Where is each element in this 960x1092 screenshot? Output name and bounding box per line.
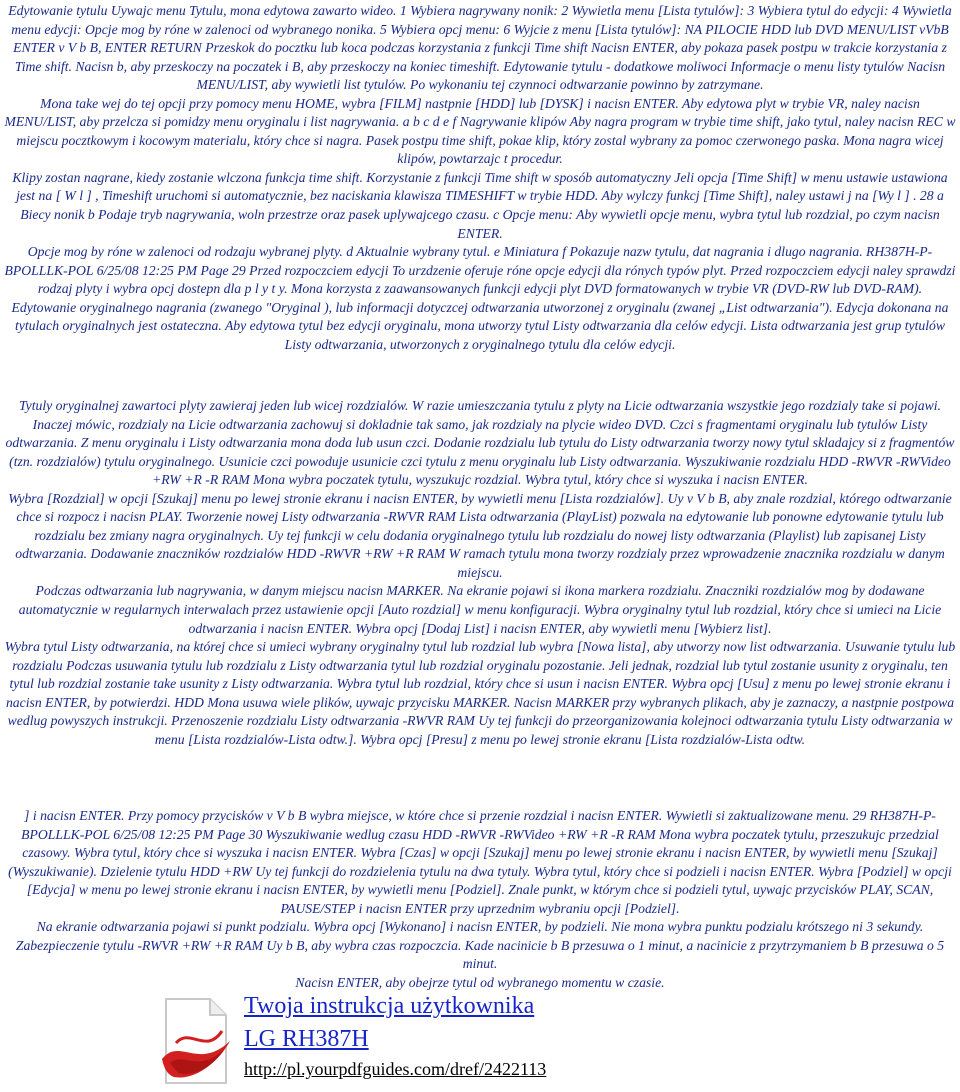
paragraph: Podczas odtwarzania lub nagrywania, w danym miejscu nacisn MARKER. Na ekranie pojawi si ikona markera rozdzialu. Znaczniki rozdzialów mog by dodawane automatycznie w regularnych interwalach przez ustawienie opcji [Auto rozdzial] w menu konfiguracji. Wybra oryginalny tytul lub rozdzial, który chce si umieci na Licie odtwarzania i nacisn ENTER. Wybra opcj [Dodaj List] i nacisn ENTER, aby wywietli menu [Wybierz list].	[18, 583, 942, 636]
pdf-file-icon	[160, 997, 232, 1085]
paragraph: Wybra tytul Listy odtwarzania, na której chce si umieci wybrany oryginalny tytul lub rozdzial lub wybra [Nowa lista], aby utworzy now list odtwarzania. Usuwanie tytulu lub rozdzialu Podczas usuwania tytulu lub rozdzialu z Listy odtwarzania tytul lub rozdzial oryginalu pozostanie. Jeli jednak, rozdzial lub tytul zostanie usunity z oryginalu, ten tytul lub rozdzial zostanie take usunity z Listy odtwarzania. Wybra tytul lub rozdzial, który chce si usun i nacisn ENTER. Wybra opcj [Usu] z menu po lewej stronie ekranu i nacisn ENTER, by potwierdzi. HDD Mona usuwa wiele plików, uywajc przycisku MARKER. Nacisn MARKER przy wybranych plikach, aby je zaznaczy, a nastpnie postpowa wedlug powyszych instrukcji. Przenoszenie rozdzialu Listy odtwarzania -RWVR RAM Uy tej funkcji do przeorganizowania kolejnoci odtwarzania tytulu Listy odtwarzania w menu [Lista rozdzialów-Lista odtw.]. Wybra opcj [Presu] z menu po lewej stronie ekranu [Lista rozdzialów-Lista odtw.	[4, 639, 956, 747]
paragraph: Na ekranie odtwarzania pojawi si punkt podzialu. Wybra opcj [Wykonano] i nacisn ENTER, by podzieli. Nie mona wybra punktu podzialu krótszego ni 3 sekundy. Zabezpieczenie tytulu -RWVR +RW +R RAM Uy b B, aby wybra czas rozpoczcia. Kade nacinicie b B przesuwa o 1 minut, a nacinicie z przytrzymaniem b B przesuwa o 5 minut.	[15, 919, 945, 972]
paragraph: Mona take wej do tej opcji przy pomocy menu HOME, wybra [FILM] nastpnie [HDD] lub [DYSK] i nacisn ENTER. Aby edytowa plyt w trybie VR, naley nacisn MENU/LIST, aby przelcza si pomidzy menu oryginalu i list nagrywania. a b c d e f Nagrywanie klipów Aby nagra program w trybie time shift, jako tytul, naley nacisn REC w miejscu pocztkowym i kocowym materialu, który chce si nagra. Pasek postpu time shift, pokae klip, który zostal wybrany za pomoc czerwonego paska. Mona nagra wicej klipów, powtarzajc t procedur.	[4, 95, 956, 167]
paragraph: Opcje mog by róne w zalenoci od rodzaju wybranej plyty. d Aktualnie wybrany tytul. e Miniatura f Pokazuje nazw tytulu, dat nagrania i dlugo nagrania. RH387H-P-BPOLLLK-POL 6/25/08 12:25 PM Page 29 Przed rozpoczciem edycji To urzdzenie oferuje róne opcje edycji dla rónych typów plyt. Przed rozpoczciem edycji naley sprawdzi rodzaj plyty i wybra opcj dostepn dla p l y t y. Mona korzysta z zaawansowanych funkcji edycji plyt DVD formatowanych w trybie VR (DVD-RW lub DVD-RAM). Edytowanie oryginalnego nagrania (zwanego "Oryginal ), lub informacji dotyczcej odtwarzania utworzonej z oryginalu (zwanej „List odtwarzania"). Edycja dokonana na tytulach oryginalnych jest ostateczna. Aby edytowa tytul bez edycji oryginalu, mona utworzy tytul Listy odtwarzania dla celów edycji. Lista odtwarzania jest grup tytulów Listy odtwarzania, utworzonych z oryginalnego tytulu dla celów edycji.	[4, 244, 956, 352]
text-block-top	[4, 2, 956, 354]
paragraph: Klipy zostan nagrane, kiedy zostanie wlczona funkcja time shift. Korzystanie z funkcji Time shift w sposób automatyczny Jeli opcja [Time Shift] w menu ustawie ustawiona jest na [ W l ] , Timeshift uruchomi si automatycznie, bez naciskania klawisza TIMESHIFT w trybie HDD. Aby wylczy funkcj [Time Shift], naley ustawi j na [Wy l ] . 28 a Biecy nonik b Podaje tryb nagrywania, woln przestrze oraz pasek uplywajcego czasu. c Opcje menu: Aby wywietli opcje menu, wybra tytul lub rozdzial, po czym nacisn ENTER.	[12, 169, 948, 241]
paragraph: ] i nacisn ENTER. Przy pomocy przycisków v V b B wybra miejsce, w które chce si przenie rozdzial i nacisn ENTER. Wywietli si zaktualizowane menu. 29 RH387H-P-BPOLLLK-POL 6/25/08 12:25 PM Page 30 Wyszukiwanie wedlug czasu HDD -RWVR -RWVideo +RW +R -R RAM Mona wybra poczatek tytulu, przeszukujc przedzial czasowy. Wybra tytul, który chce si wyszuka i nacisn ENTER. Wybra [Czas] w opcji [Szukaj] menu po lewej stronie ekranu i nacisn ENTER, by wywietli menu [Szukaj] (Wyszukiwanie). Dzielenie tytulu HDD +RW Uy tej funkcji do rozdzielenia tytulu na dwa tytuly. Wybra tytul, który chce si podzieli i nacisn ENTER. Wybra [Podziel] w opcji [Edycja] w menu po lewej stronie ekranu i nacisn ENTER, by wywietli menu [Podziel]. Znale punkt, w którym chce si podzieli tytul, uywajc przycisków PLAY, SCAN, PAUSE/STEP i nacisn ENTER przy uprzednim wybraniu opcji [Podziel].	[8, 808, 952, 916]
manual-footer	[160, 993, 960, 1089]
guide-url-link[interactable]: http://pl.yourpdfguides.com/dref/2422113	[244, 1059, 547, 1079]
paragraph: Edytowanie tytulu Uywajc menu Tytulu, mona edytowa zawarto wideo. 1 Wybiera nagrywany nonik: 2 Wywietla menu [Lista tytulów]: 3 Wybiera tytul do edycji: 4 Wywietla menu edycji: Opcje mog by róne w zalenoci od wybranego nonika. 5 Wybiera opcj menu: 6 Wyjcie z menu [Lista tytulów]: NA PILOCIE HDD lub DVD MENU/LIST vVbB ENTER v V b B, ENTER RETURN Przeskok do pocztku lub koca podczas korzystania z funkcji Time shift Nacisn ENTER, aby pokaza pasek postpu w trakcie korzystania z Time shift. Nacisn b, aby przeskoczy na poczatek i B, aby przeskoczy na koniec timeshift. Edytowanie tytulu - dodatkowe moliwoci Informacje o menu listy tytulów Nacisn MENU/LIST, aby wywietli list tytulów. Po wykonaniu tej czynnoci odtwarzanie powinno by zatrzymane.	[8, 3, 952, 93]
product-model-link[interactable]: LG RH387H	[244, 1026, 369, 1052]
paragraph: Nacisn ENTER, aby obejrze tytul od wybranego momentu w czasie.	[295, 974, 665, 990]
paragraph: Wybra [Rozdzial] w opcji [Szukaj] menu po lewej stronie ekranu i nacisn ENTER, by wywietli menu [Lista rozdzialów]. Uy v V b B, aby znale rozdzial, którego odtwarzanie chce si rozpocz i nacisn PLAY. Tworzenie nowej Listy odtwarzania -RWVR RAM Lista odtwarzania (PlayList) pozwala na edytowanie lub ponowne edytowanie tytulu lub rozdzialu bez zmiany nagra oryginalnych. Uy tej funkcji w celu dodania oryginalnego tytulu lub rozdzialu do nowej listy odtwarzania (Playlist) lub zapisanej Listy odtwarzania. Dodawanie znaczników rozdzialów HDD -RWVR +RW +R RAM W ramach tytulu mona tworzy rozdzialy przez wprowadzenie znacznika rozdzialu w danym miejscu.	[8, 490, 952, 580]
text-block-bottom	[4, 807, 956, 992]
text-block-middle	[4, 397, 956, 749]
paragraph: Tytuly oryginalnej zawartoci plyty zawieraj jeden lub wicej rozdzialów. W razie umieszczania tytulu z plyty na Licie odtwarzania wszystkie jego rozdzialy take si pojawi. Inaczej mówic, rozdzialy na Licie odtwarzania zachowuj si dokladnie tak samo, jak rozdzialy na plycie wideo DVD. Czci s fragmentami oryginalu lub tytulów Listy odtwarzania. Z menu oryginalu i Listy odtwarzania mona doda lub usun czci. Dodanie rozdzialu lub tytulu do Listy odtwarzania tworzy nowy tytul skladajcy si z fragmentów (tzn. rozdzialów) tytulu oryginalnego. Usunicie czci powoduje usunicie czci tytulu z menu oryginalu lub Listy odtwarzania. Wyszukiwanie rozdzialu HDD -RWVR -RWVideo +RW +R -R RAM Mona wybra poczatek tytulu, wyszukujc rozdzial. Wybra tytul, który chce si wyszuka i nacisn ENTER.	[5, 398, 955, 488]
manual-title-link[interactable]: Twoja instrukcja użytkownika	[244, 993, 535, 1019]
